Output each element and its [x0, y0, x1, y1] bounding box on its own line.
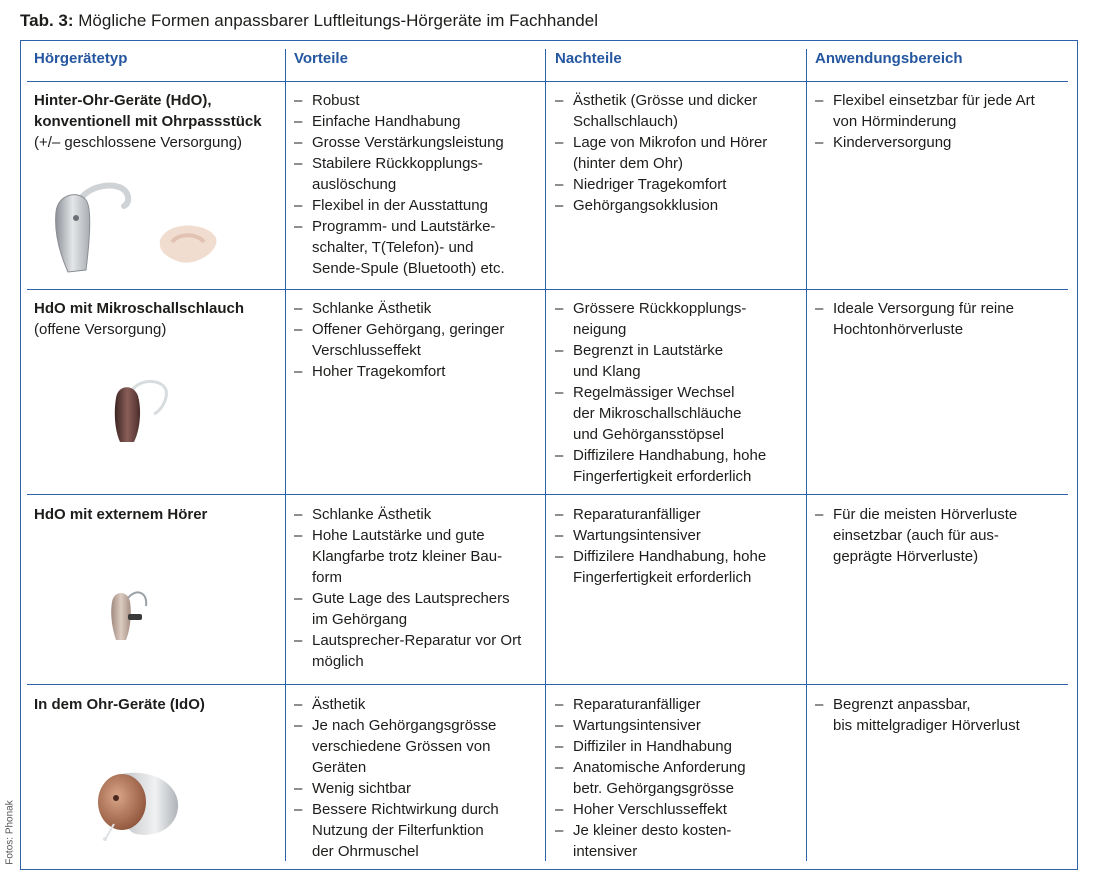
type-title: HdO mit externem Hörer	[34, 506, 208, 523]
anwendung-cell	[815, 694, 1070, 736]
hdo-device-with-earmold-image	[48, 180, 238, 280]
table-caption	[20, 11, 598, 31]
type-title: Hinter-Ohr-Geräte (HdO), konventionell mit Ohrpassstück	[34, 92, 262, 130]
list-item: – Je kleiner desto kosten- intensiver	[555, 820, 805, 862]
list-item: – Lage von Mikrofon und Hörer (hinter dem Ohr)	[555, 132, 805, 174]
list-item: – Je nach Gehörgangsgrösse verschiedene Grössen von Geräten	[294, 715, 544, 778]
type-subtitle: (+/– geschlossene Versorgung)	[34, 134, 243, 151]
row-divider	[27, 494, 1068, 495]
nachteile-cell	[555, 694, 805, 862]
list-item: – Hoher Tragekomfort	[294, 361, 544, 382]
list-item: – Niedriger Tragekomfort	[555, 174, 805, 195]
column-divider	[285, 49, 286, 861]
list-item: – Reparaturanfälliger	[555, 504, 805, 525]
photo-credit	[2, 795, 16, 875]
list-item: – Gute Lage des Lautsprechers im Gehörgang	[294, 588, 544, 630]
list-item: – Grössere Rückkopplungs- neigung	[555, 298, 805, 340]
vorteile-cell	[294, 694, 544, 862]
header-vorteile: Vorteile	[294, 50, 348, 67]
list-item: – Wartungsintensiver	[555, 525, 805, 546]
list-item: – Flexibel in der Ausstattung	[294, 195, 544, 216]
list-item: – Anatomische Anforderung betr. Gehörgangsgrösse	[555, 757, 805, 799]
table-frame	[20, 40, 1078, 870]
list-item: – Diffizilere Handhabung, hohe Fingerfertigkeit erforderlich	[555, 445, 805, 487]
list-item: – Begrenzt in Lautstärke und Klang	[555, 340, 805, 382]
list-item: – Gehörgangsokklusion	[555, 195, 805, 216]
caption-label: Tab. 3:	[20, 11, 74, 30]
type-title: HdO mit Mikroschallschlauch	[34, 300, 245, 317]
header-hoergeraetetyp: Hörgerätetyp	[34, 50, 128, 67]
list-item: – Wartungsintensiver	[555, 715, 805, 736]
hdo-micro-tube-device-image	[104, 376, 174, 446]
row-divider	[27, 289, 1068, 290]
nachteile-cell	[555, 298, 805, 487]
photo-credit-text: Fotos: Phonak	[4, 800, 16, 865]
hdo-external-receiver-device-image	[106, 584, 156, 644]
list-item: – Wenig sichtbar	[294, 778, 544, 799]
list-item: – Hoher Verschlusseffekt	[555, 799, 805, 820]
list-item: – Ideale Versorgung für reine Hochtonhörverluste	[815, 298, 1070, 340]
list-item: – Diffizilere Handhabung, hohe Fingerfertigkeit erforderlich	[555, 546, 805, 588]
anwendung-cell	[815, 90, 1070, 153]
list-item: – Ästhetik	[294, 694, 544, 715]
list-item: – Schlanke Ästhetik	[294, 504, 544, 525]
header-anwendungsbereich: Anwendungsbereich	[815, 50, 963, 67]
list-item: – Hohe Lautstärke und gute Klangfarbe trotz kleiner Bau- form	[294, 525, 544, 588]
list-item: – Reparaturanfälliger	[555, 694, 805, 715]
type-title: In dem Ohr-Geräte (IdO)	[34, 696, 205, 713]
list-item: – Bessere Richtwirkung durch Nutzung der Filterfunktion der Ohrmuschel	[294, 799, 544, 862]
type-cell-hdo-micro-tube	[34, 298, 279, 340]
list-item: – Begrenzt anpassbar, bis mittelgradiger Hörverlust	[815, 694, 1070, 736]
list-item: – Diffiziler in Handhabung	[555, 736, 805, 757]
type-subtitle: (offene Versorgung)	[34, 321, 167, 338]
row-divider	[27, 684, 1068, 685]
list-item: – Einfache Handhabung	[294, 111, 544, 132]
list-item: – Flexibel einsetzbar für jede Art von Hörminderung	[815, 90, 1070, 132]
vorteile-cell	[294, 298, 544, 382]
list-item: – Kinderversorgung	[815, 132, 1070, 153]
type-cell-ido	[34, 694, 279, 715]
list-item: – Grosse Verstärkungsleistung	[294, 132, 544, 153]
column-divider	[806, 49, 807, 861]
caption-text: Mögliche Formen anpassbarer Luftleitungs-Hörgeräte im Fachhandel	[73, 11, 598, 30]
list-item: – Lautsprecher-Reparatur vor Ort möglich	[294, 630, 544, 672]
nachteile-cell	[555, 504, 805, 588]
nachteile-cell	[555, 90, 805, 216]
vorteile-cell	[294, 90, 544, 279]
column-divider	[545, 49, 546, 861]
anwendung-cell	[815, 298, 1070, 340]
list-item: – Stabilere Rückkopplungs- auslöschung	[294, 153, 544, 195]
list-item: – Robust	[294, 90, 544, 111]
vorteile-cell	[294, 504, 544, 672]
list-item: – Regelmässiger Wechsel der Mikroschallschläuche und Gehörgansstöpsel	[555, 382, 805, 445]
list-item: – Schlanke Ästhetik	[294, 298, 544, 319]
list-item: – Offener Gehörgang, geringer Verschlusseffekt	[294, 319, 544, 361]
list-item: – Für die meisten Hörverluste einsetzbar (auch für aus- geprägte Hörverluste)	[815, 504, 1070, 567]
ido-device-image	[92, 764, 192, 844]
list-item: – Programm- und Lautstärke- schalter, T(Telefon)- und Sende-Spule (Bluetooth) etc.	[294, 216, 544, 279]
row-divider	[27, 81, 1068, 82]
type-cell-hdo-external-receiver	[34, 504, 279, 525]
header-nachteile: Nachteile	[555, 50, 622, 67]
type-cell-hdo-conventional	[34, 90, 279, 153]
anwendung-cell	[815, 504, 1070, 567]
list-item: – Ästhetik (Grösse und dicker Schallschlauch)	[555, 90, 805, 132]
